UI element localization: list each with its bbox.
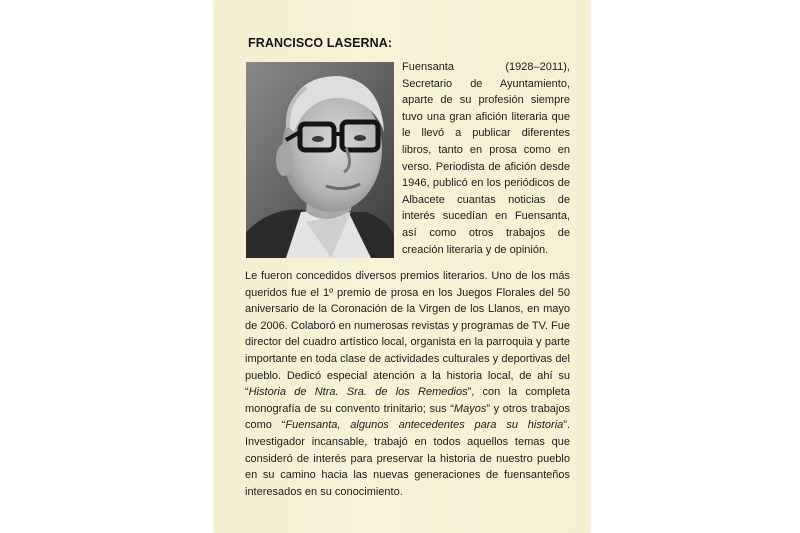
bio-text-c: ” y otros trabajos como “ [245,402,570,432]
portrait-photo-icon [246,62,394,258]
bio-main-paragraph [245,268,570,500]
bio-text-a: Le fueron concedidos diversos premios literarios. Uno de los más queridos fue el 1º premio de prosa en los Juegos Florales del 50 aniversario de la Coronación de la Virgen de los Llanos, en mayo de 2006. Colaboró en numerosas revistas y programas de TV. Fue director del cuadro artístico local, organista en la parroquia y parte importante en toda clase de actividades culturales y deportivas del pueblo. Dedicó especial atención a la historia local, de ahí su “ [245,270,570,399]
book-title-fuensanta: Fuensanta, algunos antecedentes para su historia [285,419,564,432]
author-heading: FRANCISCO LASERNA: [248,36,393,50]
author-photo [246,62,394,258]
bio-intro-paragraph: Fuensanta (1928–2011), Secretario de Ayuntamiento, aparte de su profesión siempre tuvo una gran afición literaria que le llevó a publicar diferentes libros, tanto en prosa como en verso. Periodista de afición desde 1946, publicó en los periódicos de Albacete cuantas noticias de interés sucedían en Fuensanta, así como otros trabajos de creación literaria y de opinión. [402,61,570,256]
book-title-mayos: Mayos [453,402,487,415]
bio-text-d: ”. Investigador incansable, trabajó en todos aquellos temas que consideró de interés para preservar la historia de nuestro pueblo en su camino hacia las nuevas generaciones de fuensanteños interesados en su conocimiento. [245,419,571,498]
book-title-remedios: Historia de Ntra. Sra. de los Remedios [248,386,468,399]
bio-text-b: ”, con la completa monografía de su convento trinitario; sus “ [245,386,571,415]
